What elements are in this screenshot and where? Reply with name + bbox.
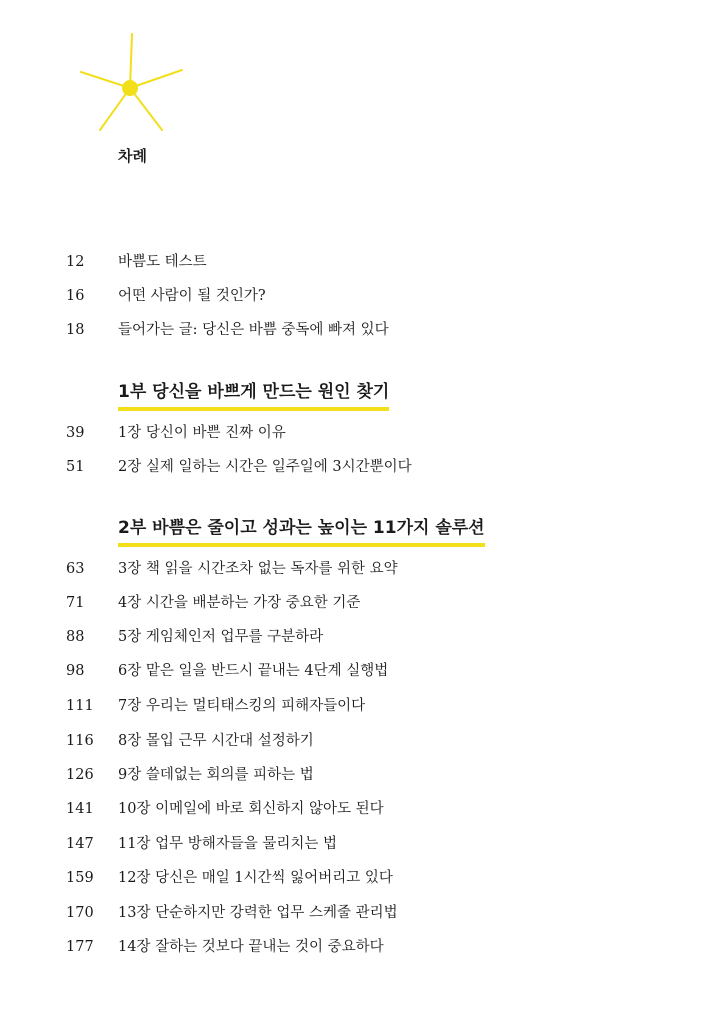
page-number: 177	[66, 939, 94, 955]
page-number: 88	[66, 629, 85, 645]
page-number: 63	[66, 561, 85, 577]
page-number: 51	[66, 459, 85, 475]
toc-entry[interactable]	[66, 457, 412, 477]
entry-title: 12장 당신은 매일 1시간씩 잃어버리고 있다	[118, 870, 393, 886]
page-number: 18	[66, 322, 85, 338]
entry-title: 8장 몰입 근무 시간대 설정하기	[118, 733, 314, 749]
entry-title: 1장 당신이 바쁜 진짜 이유	[118, 425, 286, 441]
toc-entry[interactable]	[66, 903, 398, 923]
entry-title: 6장 맡은 일을 반드시 끝내는 4단계 실행법	[118, 663, 389, 679]
entry-title: 9장 쓸데없는 회의를 피하는 법	[118, 767, 314, 783]
entry-title: 10장 이메일에 바로 회신하지 않아도 된다	[118, 801, 384, 817]
toc-entry[interactable]	[66, 593, 360, 613]
entry-title: 들어가는 글: 당신은 바쁨 중독에 빠져 있다	[118, 322, 389, 338]
page-number: 39	[66, 425, 85, 441]
toc-entry[interactable]	[66, 696, 365, 716]
page-number: 16	[66, 288, 85, 304]
toc-entry[interactable]	[66, 661, 388, 681]
page-number: 116	[66, 733, 94, 749]
entry-title: 어떤 사람이 될 것인가?	[118, 288, 266, 304]
entry-title: 7장 우리는 멀티태스킹의 피해자들이다	[118, 698, 366, 714]
entry-title: 13장 단순하지만 강력한 업무 스케줄 관리법	[118, 905, 398, 921]
page-number: 147	[66, 836, 94, 852]
part-heading[interactable]: 1부 당신을 바쁘게 만드는 원인 찾기	[118, 380, 389, 411]
toc-entry[interactable]	[66, 868, 393, 888]
toc-entry[interactable]	[66, 627, 323, 647]
entry-title: 4장 시간을 배분하는 가장 중요한 기준	[118, 595, 361, 611]
toc-entry[interactable]	[66, 559, 398, 579]
toc-entry[interactable]	[66, 937, 384, 957]
toc-entry[interactable]	[66, 799, 384, 819]
toc-entry[interactable]	[66, 765, 314, 785]
toc-entry[interactable]	[66, 286, 266, 306]
toc-entry[interactable]	[66, 731, 314, 751]
toc-title: 차례	[118, 147, 147, 165]
toc-entry[interactable]	[66, 252, 207, 272]
star-burst-icon	[78, 30, 188, 135]
entry-title: 2장 실제 일하는 시간은 일주일에 3시간뿐이다	[118, 459, 412, 475]
entry-title: 14장 잘하는 것보다 끝내는 것이 중요하다	[118, 939, 384, 955]
toc-entry[interactable]	[66, 320, 389, 340]
entry-title: 3장 책 읽을 시간조차 없는 독자를 위한 요약	[118, 561, 398, 577]
page-number: 170	[66, 905, 94, 921]
toc-entry[interactable]	[66, 423, 286, 443]
entry-title: 11장 업무 방해자들을 물리치는 법	[118, 836, 337, 852]
entry-title: 5장 게임체인저 업무를 구분하라	[118, 629, 324, 645]
page-number: 111	[66, 698, 94, 714]
page-number: 98	[66, 663, 85, 679]
page-number: 12	[66, 254, 85, 270]
part-heading[interactable]: 2부 바쁨은 줄이고 성과는 높이는 11가지 솔루션	[118, 516, 485, 547]
page-number: 159	[66, 870, 94, 886]
page-number: 126	[66, 767, 94, 783]
page-number: 71	[66, 595, 85, 611]
toc-entry[interactable]	[66, 834, 337, 854]
page-number: 141	[66, 801, 94, 817]
entry-title: 바쁨도 테스트	[118, 254, 207, 270]
